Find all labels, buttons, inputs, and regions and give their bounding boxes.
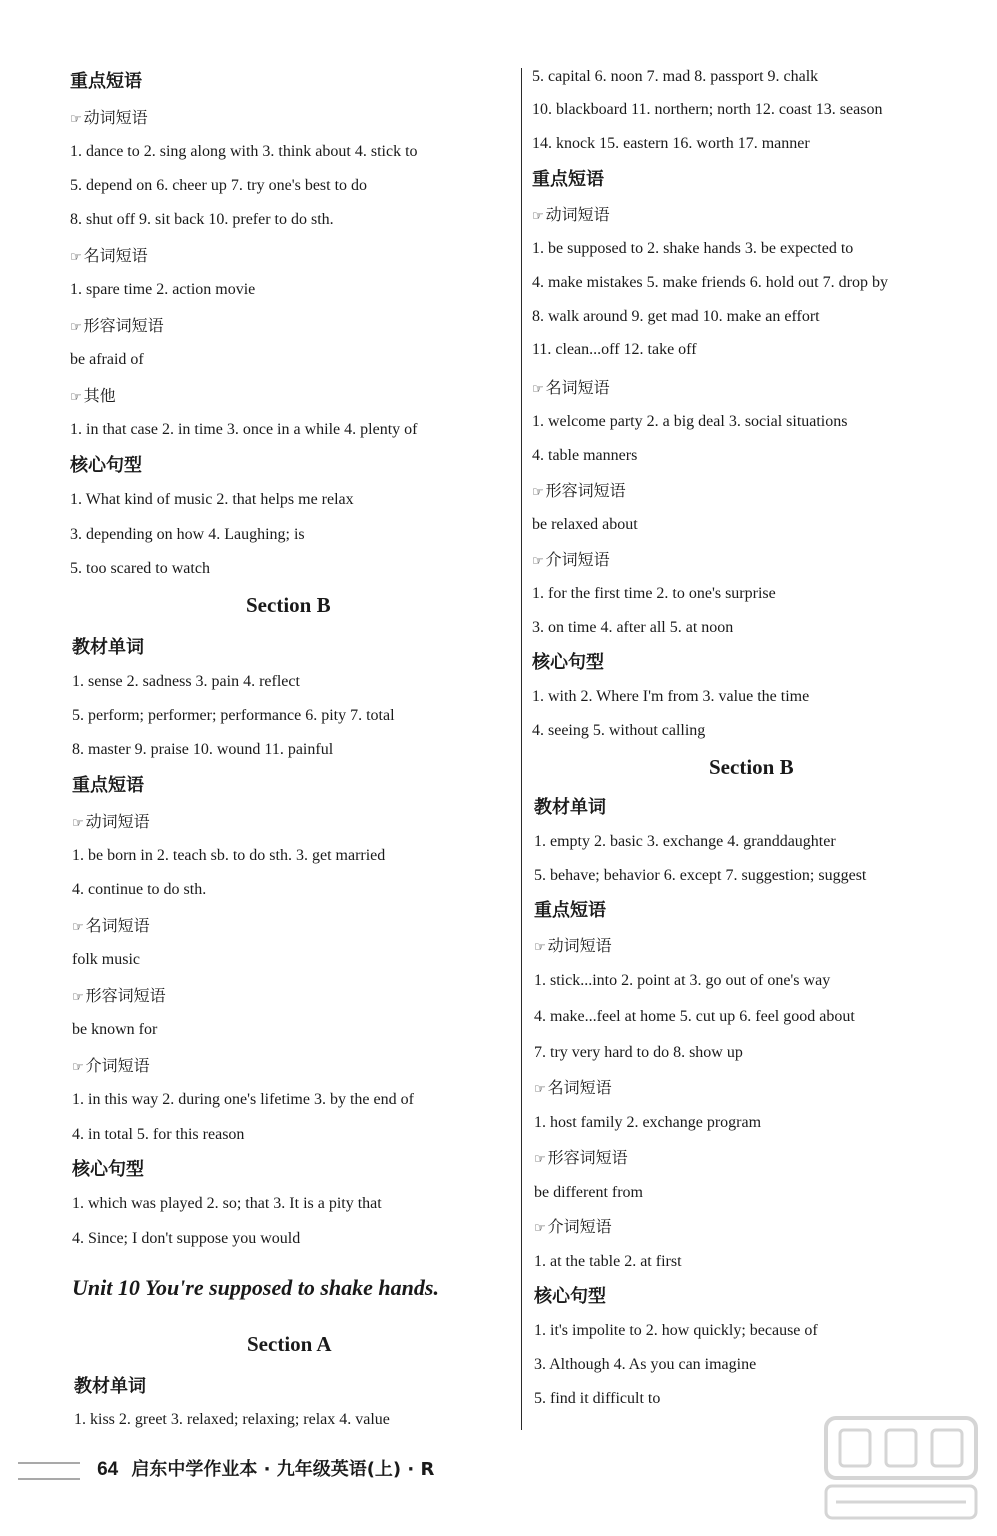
pointing-hand-icon: ☞ [534,1152,546,1167]
heading-core-sentences: 核心句型 [70,455,142,476]
subheading-others: ☞ 其他 [70,386,116,405]
answer-line: 1. stick...into 2. point at 3. go out of one's way [534,972,831,989]
answer-line: 5. too scared to watch [70,560,210,577]
subheading-preposition-phrases: ☞ 介词短语 [72,1056,150,1075]
subheading-preposition-phrases: ☞ 介词短语 [534,1217,612,1236]
subheading-preposition-phrases: ☞ 介词短语 [532,550,610,569]
answer-line: 7. try very hard to do 8. show up [534,1044,743,1061]
section-title: Section B [246,593,331,617]
answer-line: 1. spare time 2. action movie [70,281,256,298]
page-number: 64 [97,1459,119,1480]
answer-line: 1. sense 2. sadness 3. pain 4. reflect [72,673,300,690]
section-title: Section A [247,1332,332,1356]
pointing-hand-icon: ☞ [70,390,82,405]
answer-line: 1. What kind of music 2. that helps me relax [70,491,354,508]
heading-key-phrases: 重点短语 [532,169,604,190]
answer-line: 4. make...feel at home 5. cut up 6. feel good about [534,1008,855,1025]
answer-line: 3. Although 4. As you can imagine [534,1356,757,1373]
subheading-noun-phrases: ☞ 名词短语 [532,378,610,397]
answer-line: 10. blackboard 11. northern; north 12. coast 13. season [532,101,883,118]
answer-line: 3. depending on how 4. Laughing; is [70,526,305,543]
page-footer [18,1455,434,1485]
section-title: Section B [709,755,794,779]
answer-line: be known for [72,1021,158,1038]
answer-line: be different from [534,1184,643,1201]
pointing-hand-icon: ☞ [534,940,546,955]
answer-line: 4. make mistakes 5. make friends 6. hold out 7. drop by [532,274,888,291]
pointing-hand-icon: ☞ [534,1082,546,1097]
subheading-verb-phrases: ☞ 动词短语 [72,812,150,831]
answer-line: 8. walk around 9. get mad 10. make an effort [532,308,820,325]
subheading-noun-phrases: ☞ 名词短语 [534,1078,612,1097]
heading-core-sentences: 核心句型 [532,652,604,673]
answer-line: 1. dance to 2. sing along with 3. think about 4. stick to [70,143,418,160]
answer-line: 1. be born in 2. teach sb. to do sth. 3. get married [72,847,386,864]
pointing-hand-icon: ☞ [532,382,544,397]
heading-key-phrases: 重点短语 [72,775,144,796]
answer-line: 11. clean...off 12. take off [532,341,697,358]
answer-line: 1. at the table 2. at first [534,1253,682,1270]
subheading-adjective-phrases: ☞ 形容词短语 [72,986,166,1005]
answer-line: 4. table manners [532,447,638,464]
answer-line: 1. which was played 2. so; that 3. It is a pity that [72,1195,382,1212]
heading-textbook-words: 教材单词 [534,797,606,818]
pointing-hand-icon: ☞ [532,485,544,500]
answer-line: be relaxed about [532,516,638,533]
subheading-verb-phrases: ☞ 动词短语 [70,108,148,127]
answer-line: 1. in that case 2. in time 3. once in a while 4. plenty of [70,421,418,438]
heading-textbook-words: 教材单词 [74,1376,146,1397]
answer-line: 14. knock 15. eastern 16. worth 17. manner [532,135,810,152]
pointing-hand-icon: ☞ [70,250,82,265]
answer-line: 8. shut off 9. sit back 10. prefer to do sth. [70,211,334,228]
heading-key-phrases: 重点短语 [70,71,142,92]
pointing-hand-icon: ☞ [72,990,84,1005]
subheading-adjective-phrases: ☞ 形容词短语 [534,1148,628,1167]
answer-line: 1. in this way 2. during one's lifetime 3. by the end of [72,1091,414,1108]
unit-title: Unit 10 You're supposed to shake hands. [72,1275,439,1300]
heading-core-sentences: 核心句型 [534,1286,606,1307]
answer-line: 5. capital 6. noon 7. mad 8. passport 9. chalk [532,68,819,85]
answer-line: 5. perform; performer; performance 6. pity 7. total [72,707,395,724]
answer-line: 1. be supposed to 2. shake hands 3. be expected to [532,240,854,257]
answer-line: 1. it's impolite to 2. how quickly; because of [534,1322,818,1339]
answer-line: 3. on time 4. after all 5. at noon [532,619,734,636]
pointing-hand-icon: ☞ [72,1060,84,1075]
answer-line: folk music [72,951,140,968]
subheading-adjective-phrases: ☞ 形容词短语 [70,316,164,335]
pointing-hand-icon: ☞ [534,1221,546,1236]
answer-line: 8. master 9. praise 10. wound 11. painful [72,741,334,758]
watermark-logo-icon [820,1412,982,1524]
pointing-hand-icon: ☞ [72,920,84,935]
subheading-noun-phrases: ☞ 名词短语 [72,916,150,935]
subheading-adjective-phrases: ☞ 形容词短语 [532,481,626,500]
answer-line: 4. seeing 5. without calling [532,722,706,739]
subheading-noun-phrases: ☞ 名词短语 [70,246,148,265]
pointing-hand-icon: ☞ [72,816,84,831]
answer-line: 4. in total 5. for this reason [72,1126,245,1143]
pointing-hand-icon: ☞ [70,320,82,335]
footer-decoration [18,1462,80,1480]
heading-core-sentences: 核心句型 [72,1159,144,1180]
answer-line: 5. behave; behavior 6. except 7. suggestion; suggest [534,867,867,884]
heading-textbook-words: 教材单词 [72,637,144,658]
answer-line: 4. Since; I don't suppose you would [72,1230,301,1247]
column-divider [521,68,522,1430]
answer-line: 1. empty 2. basic 3. exchange 4. granddaughter [534,833,836,850]
subheading-verb-phrases: ☞ 动词短语 [534,936,612,955]
subheading-verb-phrases: ☞ 动词短语 [532,205,610,224]
pointing-hand-icon: ☞ [532,554,544,569]
pointing-hand-icon: ☞ [70,112,82,127]
answer-line: 1. host family 2. exchange program [534,1114,762,1131]
answer-line: 4. continue to do sth. [72,881,207,898]
answer-line: be afraid of [70,351,144,368]
heading-key-phrases: 重点短语 [534,900,606,921]
book-title: 启东中学作业本 · 九年级英语(上) · R [131,1459,435,1480]
answer-line: 1. with 2. Where I'm from 3. value the time [532,688,810,705]
answer-line: 1. for the first time 2. to one's surprise [532,585,776,602]
answer-line: 5. depend on 6. cheer up 7. try one's best to do [70,177,368,194]
pointing-hand-icon: ☞ [532,209,544,224]
answer-line: 1. kiss 2. greet 3. relaxed; relaxing; relax 4. value [74,1411,390,1428]
answer-line: 5. find it difficult to [534,1390,661,1407]
answer-line: 1. welcome party 2. a big deal 3. social situations [532,413,848,430]
